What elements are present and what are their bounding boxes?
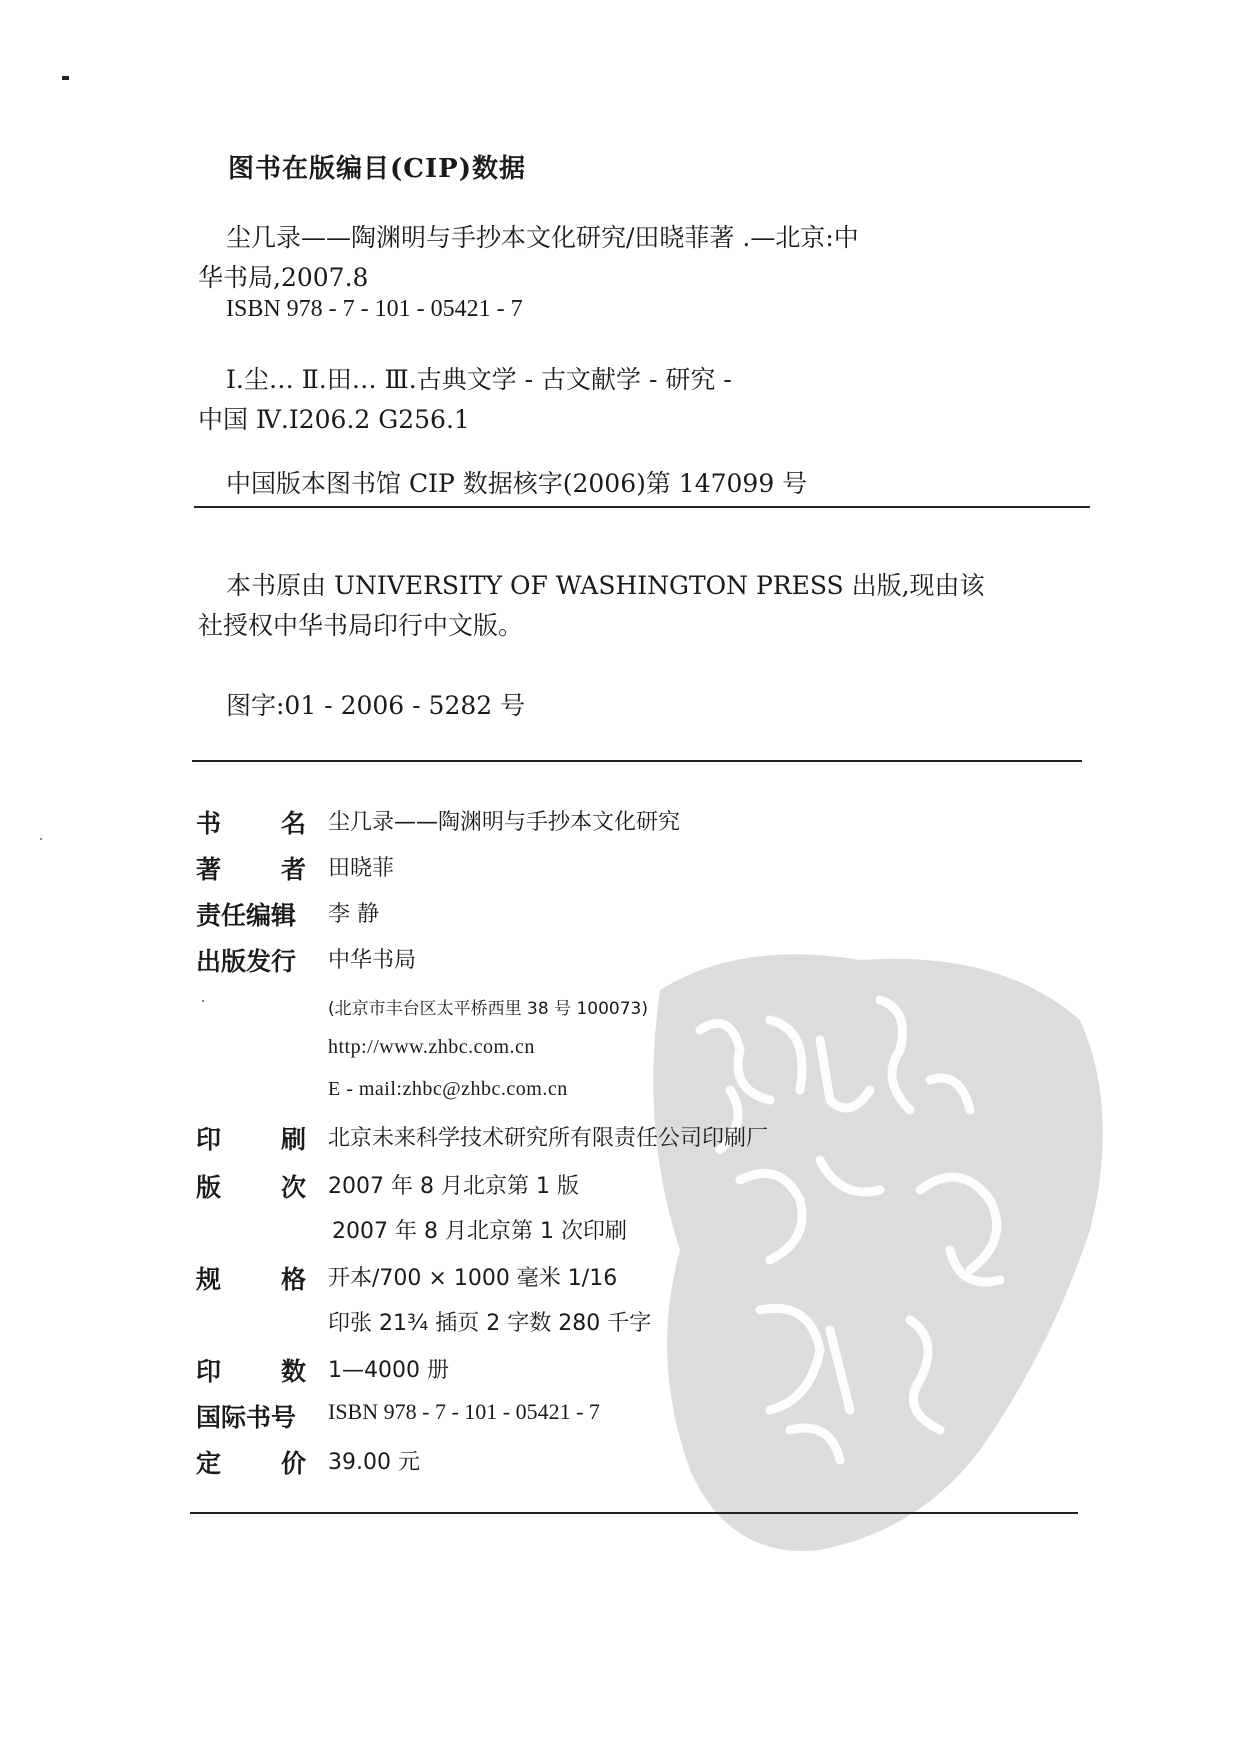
license-line-1: 本书原由 UNIVERSITY OF WASHINGTON PRESS 出版,现由该 xyxy=(226,571,985,600)
value-edition: 2007 年 8 月北京第 1 版 xyxy=(328,1174,579,1199)
publisher-website: http://www.zhbc.com.cn xyxy=(328,1036,535,1058)
cip-isbn: ISBN 978 - 7 - 101 - 05421 - 7 xyxy=(226,296,523,322)
value-printer: 北京未来科学技术研究所有限责任公司印刷厂 xyxy=(328,1126,769,1151)
label-price: 定 价 xyxy=(196,1449,306,1478)
value-isbn: ISBN 978 - 7 - 101 - 05421 - 7 xyxy=(328,1399,600,1424)
scan-speck xyxy=(40,838,42,840)
cip-subject-line-1: Ⅰ.尘… Ⅱ.田… Ⅲ.古典文学 - 古文献学 - 研究 - xyxy=(226,365,732,394)
label-printer: 印 刷 xyxy=(196,1125,306,1154)
label-spec: 规 格 xyxy=(196,1265,306,1294)
value-format: 开本/700 × 1000 毫米 1/16 xyxy=(328,1266,618,1291)
divider-rule xyxy=(194,506,1090,508)
value-publisher: 中华书局 xyxy=(328,948,417,973)
cip-title-line-2: 华书局,2007.8 xyxy=(198,263,369,292)
label-copies: 印 数 xyxy=(196,1357,306,1386)
seal-stamp-graphic xyxy=(620,930,1140,1580)
label-publisher: 出版发行 xyxy=(196,947,297,976)
value-title: 尘几录——陶渊明与手抄本文化研究 xyxy=(328,810,681,835)
seal-watermark xyxy=(620,930,1140,1580)
label-edition: 版 次 xyxy=(196,1173,306,1202)
label-editor: 责任编辑 xyxy=(196,901,297,930)
value-author: 田晓菲 xyxy=(328,856,395,881)
label-author: 著 者 xyxy=(196,855,306,884)
scan-speck xyxy=(202,1000,204,1002)
publisher-address: (北京市丰台区太平桥西里 38 号 100073) xyxy=(328,999,649,1019)
label-title: 书 名 xyxy=(196,809,306,838)
publisher-email: E - mail:zhbc@zhbc.com.cn xyxy=(328,1078,568,1100)
cip-heading: 图书在版编目(CIP)数据 xyxy=(228,154,527,184)
divider-rule xyxy=(192,760,1082,762)
scan-speck xyxy=(62,76,69,80)
value-price: 39.00 元 xyxy=(328,1450,420,1475)
cip-record-number: 中国版本图书馆 CIP 数据核字(2006)第 147099 号 xyxy=(226,469,808,498)
cip-title-line-1: 尘几录——陶渊明与手抄本文化研究/田晓菲著 .—北京:中 xyxy=(226,223,859,252)
value-editor: 李 静 xyxy=(328,902,379,927)
cip-subject-line-2: 中国 Ⅳ.I206.2 G256.1 xyxy=(198,405,470,434)
label-isbn: 国际书号 xyxy=(196,1403,297,1432)
value-copies: 1—4000 册 xyxy=(328,1358,449,1383)
divider-rule xyxy=(190,1512,1078,1514)
value-sheets: 印张 21¾ 插页 2 字数 280 千字 xyxy=(328,1311,652,1336)
license-line-2: 社授权中华书局印行中文版。 xyxy=(198,611,524,640)
copyright-permit-number: 图字:01 - 2006 - 5282 号 xyxy=(226,691,526,720)
value-printing: 2007 年 8 月北京第 1 次印刷 xyxy=(332,1219,627,1244)
